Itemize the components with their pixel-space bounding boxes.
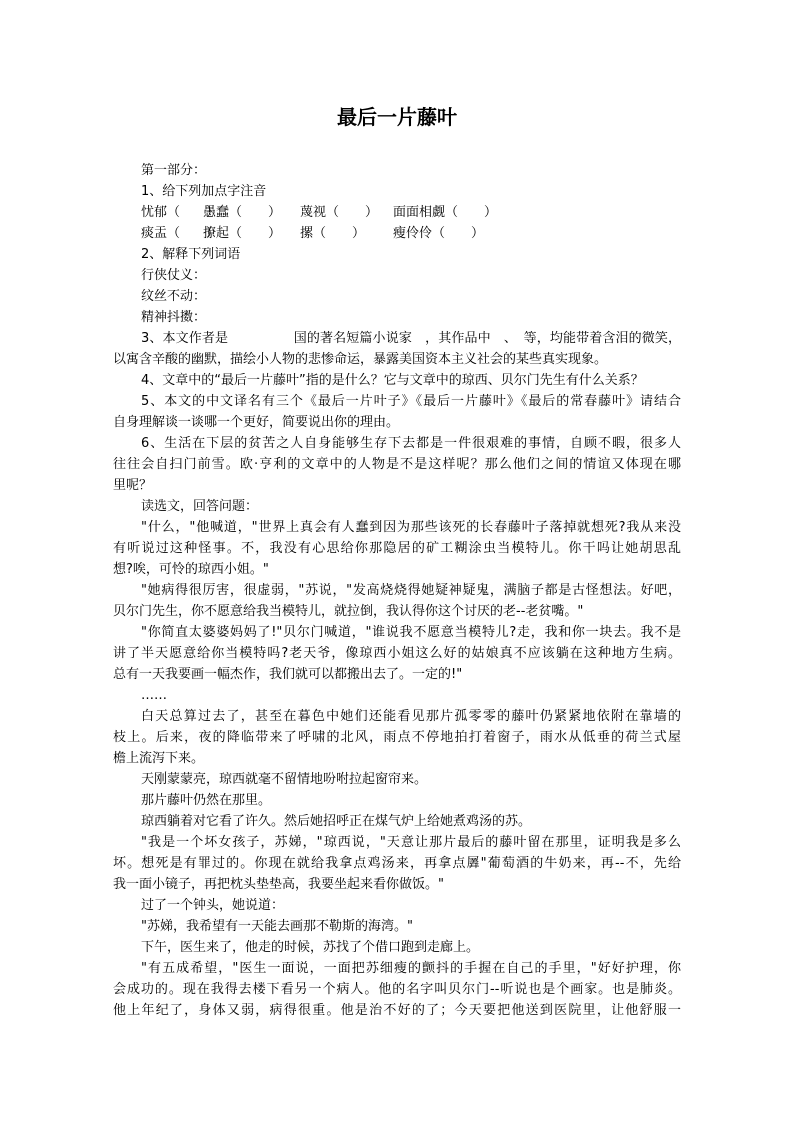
paragraph: 白天总算过去了，甚至在暮色中她们还能看见那片孤零零的藤叶仍紧紧地依附在靠墙的	[141, 709, 681, 724]
paragraph-line: 想?唉，可怜的琼西小姐。"	[113, 562, 269, 577]
question-1: 1、给下列加点字注音	[141, 184, 267, 199]
paragraph: 过了一个钟头，她说道：	[141, 898, 285, 913]
paragraph-line: 檐上流泻下来。	[113, 751, 205, 766]
question-5: 5、本文的中文译名有三个《最后一片叶子》《最后一片藤叶》《最后的常春藤叶》请结合	[141, 394, 681, 409]
paragraph: 天刚蒙蒙亮，琼西就毫不留情地吩咐拉起窗帘来。	[141, 772, 428, 787]
document-body	[113, 160, 681, 1021]
paragraph: 那片藤叶仍然在那里。	[141, 793, 272, 808]
paragraph-line: 总有一天我要画一幅杰作，我们就可以都搬出去了。一定的!"	[113, 667, 463, 682]
term: 精神抖擞：	[141, 310, 207, 325]
paragraph: "有五成希望，"医生一面说，一面把苏细瘦的颤抖的手握在自己的手里，"好好护理，你	[141, 961, 681, 976]
paragraph: 下午，医生来了，他走的时候，苏找了个借口跑到走廊上。	[141, 940, 480, 955]
pinyin-row-2	[113, 223, 681, 244]
question-5-cont: 自身理解谈一谈哪一个更好，简要说出你的理由。	[113, 415, 400, 430]
paragraph: "苏娣，我希望有一天能去画那不勒斯的海湾。"	[141, 919, 413, 934]
paragraph-line: 会成功的。现在我得去楼下看另一个病人。他的名字叫贝尔门--听说也是个画家。也是肺炎。	[113, 982, 681, 997]
pinyin-item: 忧郁（ ）	[141, 205, 220, 220]
paragraph: 琼西躺着对它看了许久。然后她招呼正在煤气炉上给她煮鸡汤的苏。	[141, 814, 532, 829]
paragraph-line: 贝尔门先生，你不愿意给我当模特儿，就拉倒，我认得你这个讨厌的老--老贫嘴。"	[113, 604, 584, 619]
paragraph-line: 我一面小镜子，再把枕头垫垫高，我要坐起来看你做饭。"	[113, 877, 444, 892]
term: 纹丝不动：	[141, 289, 207, 304]
paragraph-line: 枝上。后来，夜的降临带来了呼啸的北风，雨点不停地拍打着窗子，雨水从低垂的荷兰式屋	[113, 730, 681, 745]
question-3: 3、本文作者是 国的著名短篇小说家 ，其作品中 、 等，均能带着含泪的微笑，	[141, 331, 681, 346]
paragraph: "她病得很厉害，很虚弱，"苏说，"发高烧烧得她疑神疑鬼，满脑子都是古怪想法。好吧，	[141, 583, 681, 598]
paragraph: "什么，"他喊道，"世界上真会有人蠢到因为那些该死的长春藤叶子落掉就想死?我从来没	[141, 520, 681, 535]
pinyin-item: 蔑视（ ）	[300, 205, 379, 220]
part-heading: 第一部分：	[141, 163, 207, 178]
question-6-cont: 往往会自扫门前雪。欧·亨利的文章中的人物是不是这样呢？那么他们之间的情谊又体现在哪	[113, 457, 681, 472]
document-title: 最后一片藤叶	[337, 105, 457, 129]
question-2: 2、解释下列词语	[141, 247, 241, 262]
pinyin-item: 面面相觑（ ）	[393, 205, 498, 220]
term: 行侠仗义：	[141, 268, 207, 283]
pinyin-item: 痰盂（ ）	[141, 226, 220, 241]
ellipsis: ……	[141, 688, 167, 703]
question-6: 6、生活在下层的贫苦之人自身能够生存下去都是一件很艰难的事情，自顾不暇，很多人	[141, 436, 681, 451]
pinyin-item: 撩起（ ）	[203, 226, 282, 241]
question-6-end: 里呢？	[113, 478, 153, 493]
paragraph-line: 讲了半天愿意给你当模特吗?老天爷，像琼西小姐这么好的姑娘真不应该躺在这种地方生病。	[113, 646, 681, 661]
paragraph-line: 他上年纪了，身体又弱，病得很重。他是治不好的了；今天要把他送到医院里，让他舒服一	[113, 1003, 681, 1018]
pinyin-item: 瘦伶伶（ ）	[393, 226, 485, 241]
paragraph: "我是一个坏女孩子，苏娣，"琼西说，"天意让那片最后的藤叶留在那里，证明我是多么	[141, 835, 681, 850]
paragraph-line: 坏。想死是有罪过的。你现在就给我拿点鸡汤来，再拿点羼"葡萄酒的牛奶来，再--不，先给	[113, 856, 681, 871]
paragraph-line: 有听说过这种怪事。不，我没有心思给你那隐居的矿工糊涂虫当模特儿。你干吗让她胡思乱	[113, 541, 681, 556]
question-3-cont: 以寓含辛酸的幽默，描绘小人物的悲惨命运，暴露美国资本主义社会的某些真实现象。	[113, 352, 608, 367]
reading-intro: 读选文，回答问题：	[141, 499, 259, 514]
question-4: 4、文章中的“最后一片藤叶”指的是什么？它与文章中的琼西、贝尔门先生有什么关系？	[141, 373, 644, 388]
pinyin-item: 摞（ ）	[300, 226, 366, 241]
pinyin-item: 愚蠢（ ）	[203, 205, 282, 220]
paragraph: "你简直太婆婆妈妈了!"贝尔门喊道，"谁说我不愿意当模特儿?走，我和你一块去。我不是	[141, 625, 681, 640]
pinyin-row-1	[113, 202, 681, 223]
